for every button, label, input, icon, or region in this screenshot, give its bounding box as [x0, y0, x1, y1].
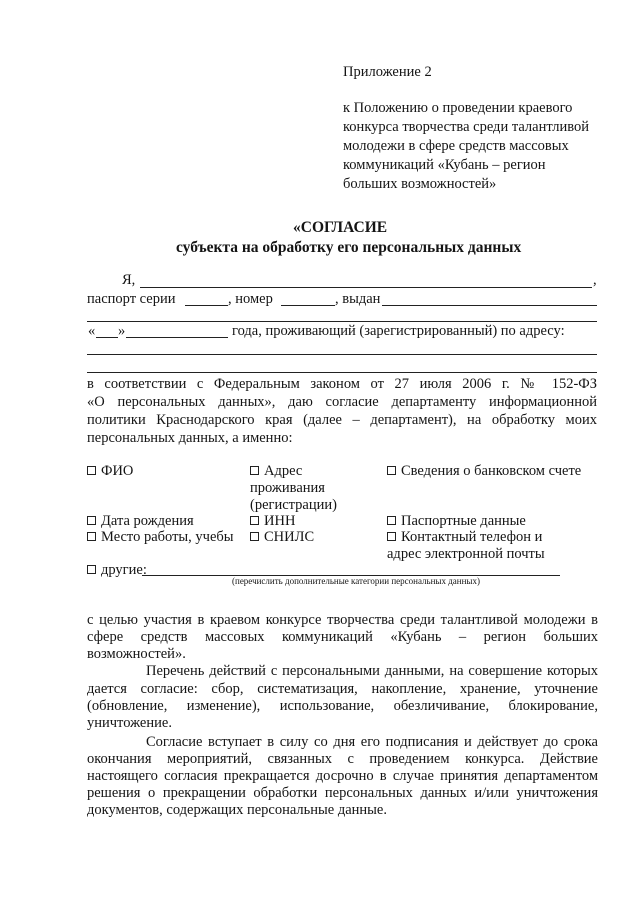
validity-line: документов, содержащих персональные данные.	[87, 802, 387, 818]
checkbox-icon	[250, 516, 259, 525]
checkbox-address[interactable]	[250, 462, 302, 480]
checkbox-icon	[250, 532, 259, 541]
purpose-line: с целью участия в краевом конкурсе творчества среди талантливой молодежи в	[87, 612, 598, 628]
passport-number-field[interactable]	[281, 305, 335, 306]
checkbox-icon	[87, 565, 96, 574]
checkbox-icon	[387, 516, 396, 525]
checkbox-label-continued: проживания	[250, 480, 325, 496]
validity-line: настоящего согласия прекращается досрочно в случае принятия департаментом	[87, 768, 598, 784]
checkbox-bank[interactable]	[387, 462, 581, 480]
validity-line: Согласие вступает в силу со дня его подписания и действует до срока	[146, 734, 598, 750]
quote-open: «	[88, 323, 96, 339]
actions-line: Перечень действий с персональными данными, на совершение которых	[146, 663, 598, 679]
checkbox-work[interactable]	[87, 528, 234, 546]
day-field[interactable]	[96, 337, 118, 338]
address-field[interactable]	[87, 354, 597, 355]
intro-line: персональных данных, а именно:	[87, 430, 293, 446]
checkbox-label: Паспортные данные	[401, 513, 526, 529]
appendix-label: Приложение 2	[343, 64, 432, 80]
quote-close: »	[118, 323, 126, 339]
checkbox-icon	[87, 516, 96, 525]
checkbox-fio[interactable]	[87, 462, 133, 480]
checkbox-contacts[interactable]	[387, 528, 542, 546]
reference-line: коммуникаций «Кубань – регион	[343, 157, 546, 173]
checkbox-icon	[250, 466, 259, 475]
document-title: «СОГЛАСИЕ	[293, 219, 388, 236]
checkbox-label: СНИЛС	[264, 529, 315, 545]
reference-line: молодежи в сфере средств массовых	[343, 138, 569, 154]
document-subtitle: субъекта на обработку его персональных данных	[176, 239, 522, 256]
month-field[interactable]	[126, 337, 228, 338]
checkbox-label: другие:	[101, 562, 147, 578]
intro-line: «О персональных данных», даю согласие департаменту информационной	[87, 394, 597, 410]
checkbox-label-continued: (регистрации)	[250, 497, 337, 513]
address-field-continued[interactable]	[87, 372, 597, 373]
checkbox-label: ФИО	[101, 463, 134, 479]
intro-line: в соответствии с Федеральным законом от 27 июля 2006 г. № 152-ФЗ	[87, 376, 597, 392]
reference-line: больших возможностей»	[343, 176, 497, 192]
checkbox-label: ИНН	[264, 513, 296, 529]
checkbox-label: Сведения о банковском счете	[401, 463, 582, 479]
validity-line: решения о прекращении обработки персональных данных и/или уничтожения	[87, 785, 598, 801]
other-categories-hint: (перечислить дополнительные категории персональных данных)	[232, 576, 480, 586]
issued-by-field[interactable]	[382, 305, 597, 306]
actions-line: (обновление, изменение), использование, обезличивание, блокирование,	[87, 698, 598, 714]
checkbox-label: Дата рождения	[101, 513, 194, 529]
checkbox-label: Адрес	[264, 463, 303, 479]
purpose-line: возможностей».	[87, 646, 186, 662]
comma: ,	[593, 272, 597, 288]
actions-line: уничтожение.	[87, 715, 172, 731]
checkbox-snils[interactable]	[250, 528, 314, 546]
intro-line: политики Краснодарского края (далее – департамент), на обработку моих	[87, 412, 597, 428]
passport-number-label: , номер	[228, 291, 273, 307]
actions-line: дается согласие: сбор, систематизация, накопление, хранение, уточнение	[87, 681, 598, 697]
checkbox-icon	[387, 532, 396, 541]
checkbox-label: Контактный телефон и	[401, 529, 543, 545]
reference-line: конкурса творчества среди талантливой	[343, 119, 590, 135]
i-label: Я,	[122, 272, 136, 288]
checkbox-icon	[87, 532, 96, 541]
validity-line: окончания мероприятий, связанных с проведением конкурса. Действие	[87, 751, 598, 767]
checkbox-icon	[387, 466, 396, 475]
year-address-label: года, проживающий (зарегистрированный) по адресу:	[232, 323, 565, 339]
issued-by-label: , выдан	[335, 291, 381, 307]
purpose-line: сфере средств массовых коммуникаций «Кубань – регион больших	[87, 629, 598, 645]
passport-series-label: паспорт серии	[87, 291, 176, 307]
passport-series-field[interactable]	[185, 305, 228, 306]
checkbox-icon	[87, 466, 96, 475]
fullname-field[interactable]	[140, 287, 592, 288]
checkbox-label-continued: адрес электронной почты	[387, 546, 545, 562]
reference-line: к Положению о проведении краевого	[343, 100, 573, 116]
checkbox-other[interactable]	[87, 561, 147, 579]
checkbox-label: Место работы, учебы	[101, 529, 234, 545]
